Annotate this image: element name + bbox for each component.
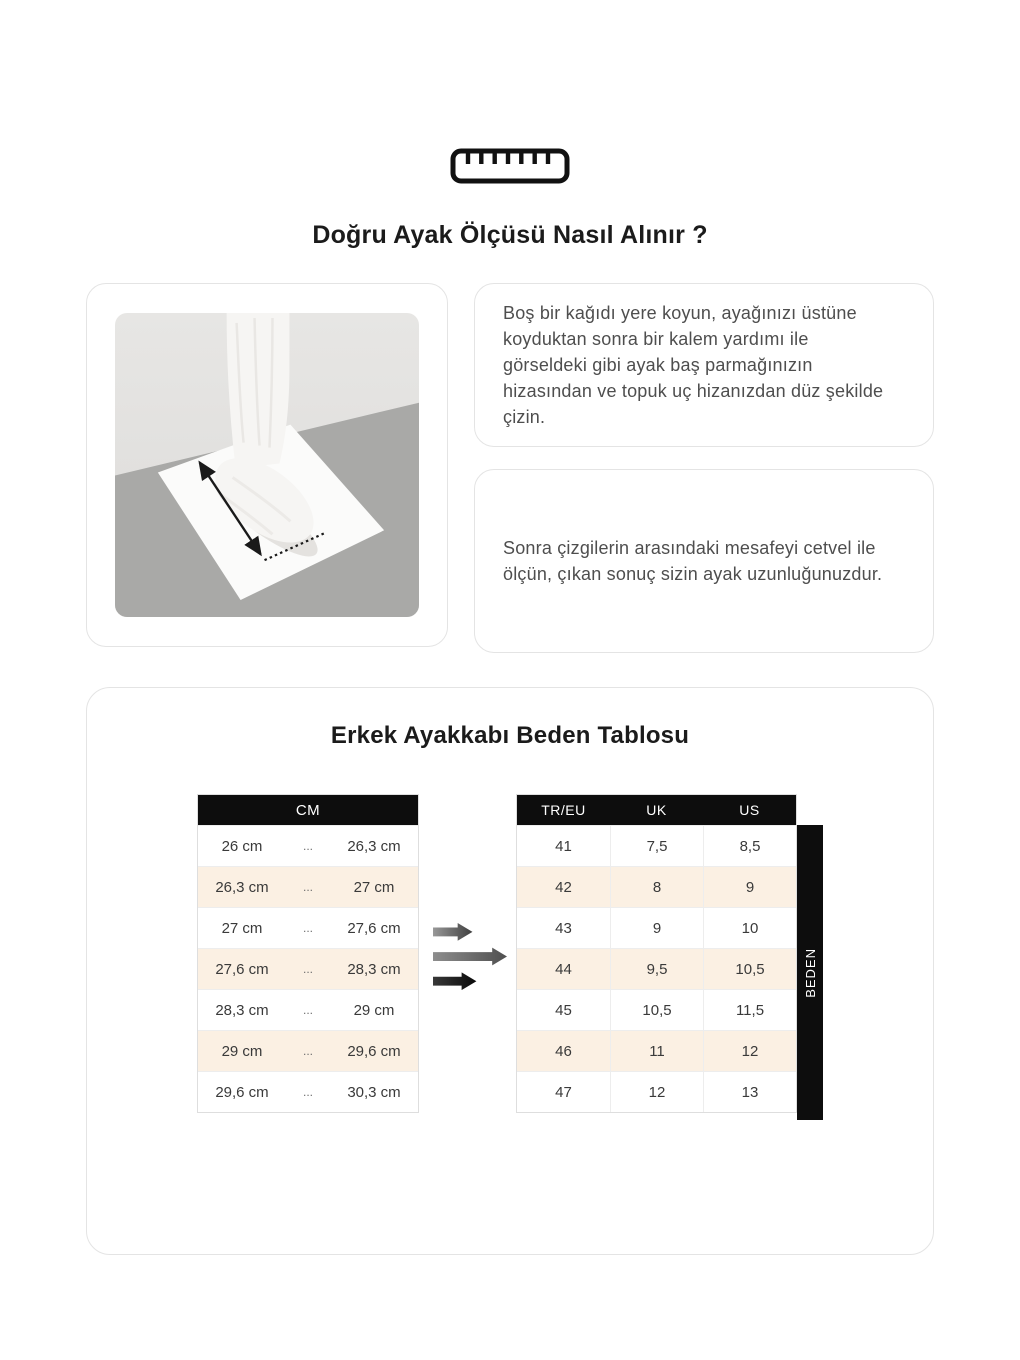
range-dots: ... [302, 1003, 313, 1017]
instruction-step-2-text: Sonra çizgilerin arasındaki mesafeyi cetvel ile ölçün, çıkan sonuç sizin ayak uzunluğunuzdur. [503, 538, 883, 584]
how-to-measure-section [86, 283, 934, 653]
us-size-cell: 8,5 [703, 826, 796, 866]
tr-eu-size-cell: 47 [555, 1083, 572, 1101]
range-dots: ... [302, 962, 313, 976]
instruction-cards [474, 283, 934, 653]
us-size-cell: 13 [703, 1072, 796, 1112]
cm-to-cell: 29,6 cm [347, 1042, 401, 1060]
arrow-short-bottom [433, 972, 476, 990]
col-header-us: US [739, 802, 760, 818]
instruction-step-1-text: Boş bir kağıdı yere koyun, ayağınızı üstüne koyduktan sonra bir kalem yardımı ile görseldeki gibi ayak baş parmağınızın hizasından ve topuk uç hizanızdan düz şekilde çizin. [503, 303, 884, 427]
table-row [517, 948, 796, 989]
uk-size-cell: 10,5 [610, 990, 703, 1030]
conversion-table-wrap [516, 794, 823, 1120]
table-row [198, 907, 418, 948]
table-row [517, 1071, 796, 1112]
ruler-icon-wrap [0, 0, 1020, 184]
cm-table [197, 794, 419, 1113]
cm-from-cell: 26,3 cm [215, 878, 269, 896]
table-row [198, 825, 418, 866]
cm-from-cell: 29,6 cm [215, 1083, 269, 1101]
beden-label: BEDEN [802, 947, 818, 998]
table-row [198, 1030, 418, 1071]
range-dots: ... [302, 880, 313, 894]
col-header-tr-eu: TR/EU [541, 802, 586, 818]
uk-size-cell: 8 [610, 867, 703, 907]
uk-size-cell: 11 [610, 1031, 703, 1071]
table-row [198, 989, 418, 1030]
cm-to-cell: 28,3 cm [347, 960, 401, 978]
range-dots: ... [302, 1044, 313, 1058]
table-row [517, 866, 796, 907]
content-container [86, 283, 934, 1255]
us-size-cell: 11,5 [703, 990, 796, 1030]
table-row [198, 866, 418, 907]
tr-eu-size-cell: 44 [555, 960, 572, 978]
col-header-uk: UK [646, 802, 667, 818]
us-size-cell: 10 [703, 908, 796, 948]
cm-from-cell: 28,3 cm [215, 1001, 269, 1019]
cm-to-cell: 26,3 cm [347, 837, 401, 855]
conversion-table [516, 794, 797, 1113]
uk-size-cell: 7,5 [610, 826, 703, 866]
conversion-table-header [517, 795, 796, 825]
beden-side-bar [797, 825, 823, 1120]
table-row [198, 1071, 418, 1112]
page-title: Doğru Ayak Ölçüsü Nasıl Alınır ? [312, 221, 708, 249]
conversion-table-body [517, 825, 796, 1112]
cm-from-cell: 29 cm [221, 1042, 263, 1060]
range-dots: ... [302, 839, 313, 853]
table-row [517, 989, 796, 1030]
measurement-photo-card [86, 283, 448, 647]
arrow-short-top [433, 923, 472, 941]
uk-size-cell: 12 [610, 1072, 703, 1112]
us-size-cell: 10,5 [703, 949, 796, 989]
cm-table-body [198, 825, 418, 1112]
table-row [517, 907, 796, 948]
cm-to-cell: 27,6 cm [347, 919, 401, 937]
us-size-cell: 12 [703, 1031, 796, 1071]
tr-eu-size-cell: 41 [555, 837, 572, 855]
cm-from-cell: 27,6 cm [215, 960, 269, 978]
cm-to-cell: 29 cm [353, 1001, 395, 1019]
instruction-card-2 [474, 469, 934, 653]
tr-eu-size-cell: 45 [555, 1001, 572, 1019]
foot-measurement-illustration [115, 313, 419, 617]
ruler-icon [450, 148, 570, 184]
uk-size-cell: 9 [610, 908, 703, 948]
cm-table-header: CM [198, 795, 418, 825]
table-row [517, 1030, 796, 1071]
range-dots: ... [302, 1085, 313, 1099]
cm-from-cell: 27 cm [221, 919, 263, 937]
arrow-long-middle [433, 948, 507, 966]
range-dots: ... [302, 921, 313, 935]
size-chart-card [86, 687, 934, 1255]
instruction-card-1 [474, 283, 934, 447]
us-size-cell: 9 [703, 867, 796, 907]
cm-to-cell: 27 cm [353, 878, 395, 896]
tr-eu-size-cell: 46 [555, 1042, 572, 1060]
conversion-arrows-icon [433, 923, 507, 990]
tr-eu-size-cell: 42 [555, 878, 572, 896]
cm-from-cell: 26 cm [221, 837, 263, 855]
cm-to-cell: 30,3 cm [347, 1083, 401, 1101]
uk-size-cell: 9,5 [610, 949, 703, 989]
size-tables-row [87, 794, 933, 1120]
size-chart-title: Erkek Ayakkabı Beden Tablosu [330, 722, 690, 749]
table-row [198, 948, 418, 989]
table-row [517, 825, 796, 866]
tr-eu-size-cell: 43 [555, 919, 572, 937]
